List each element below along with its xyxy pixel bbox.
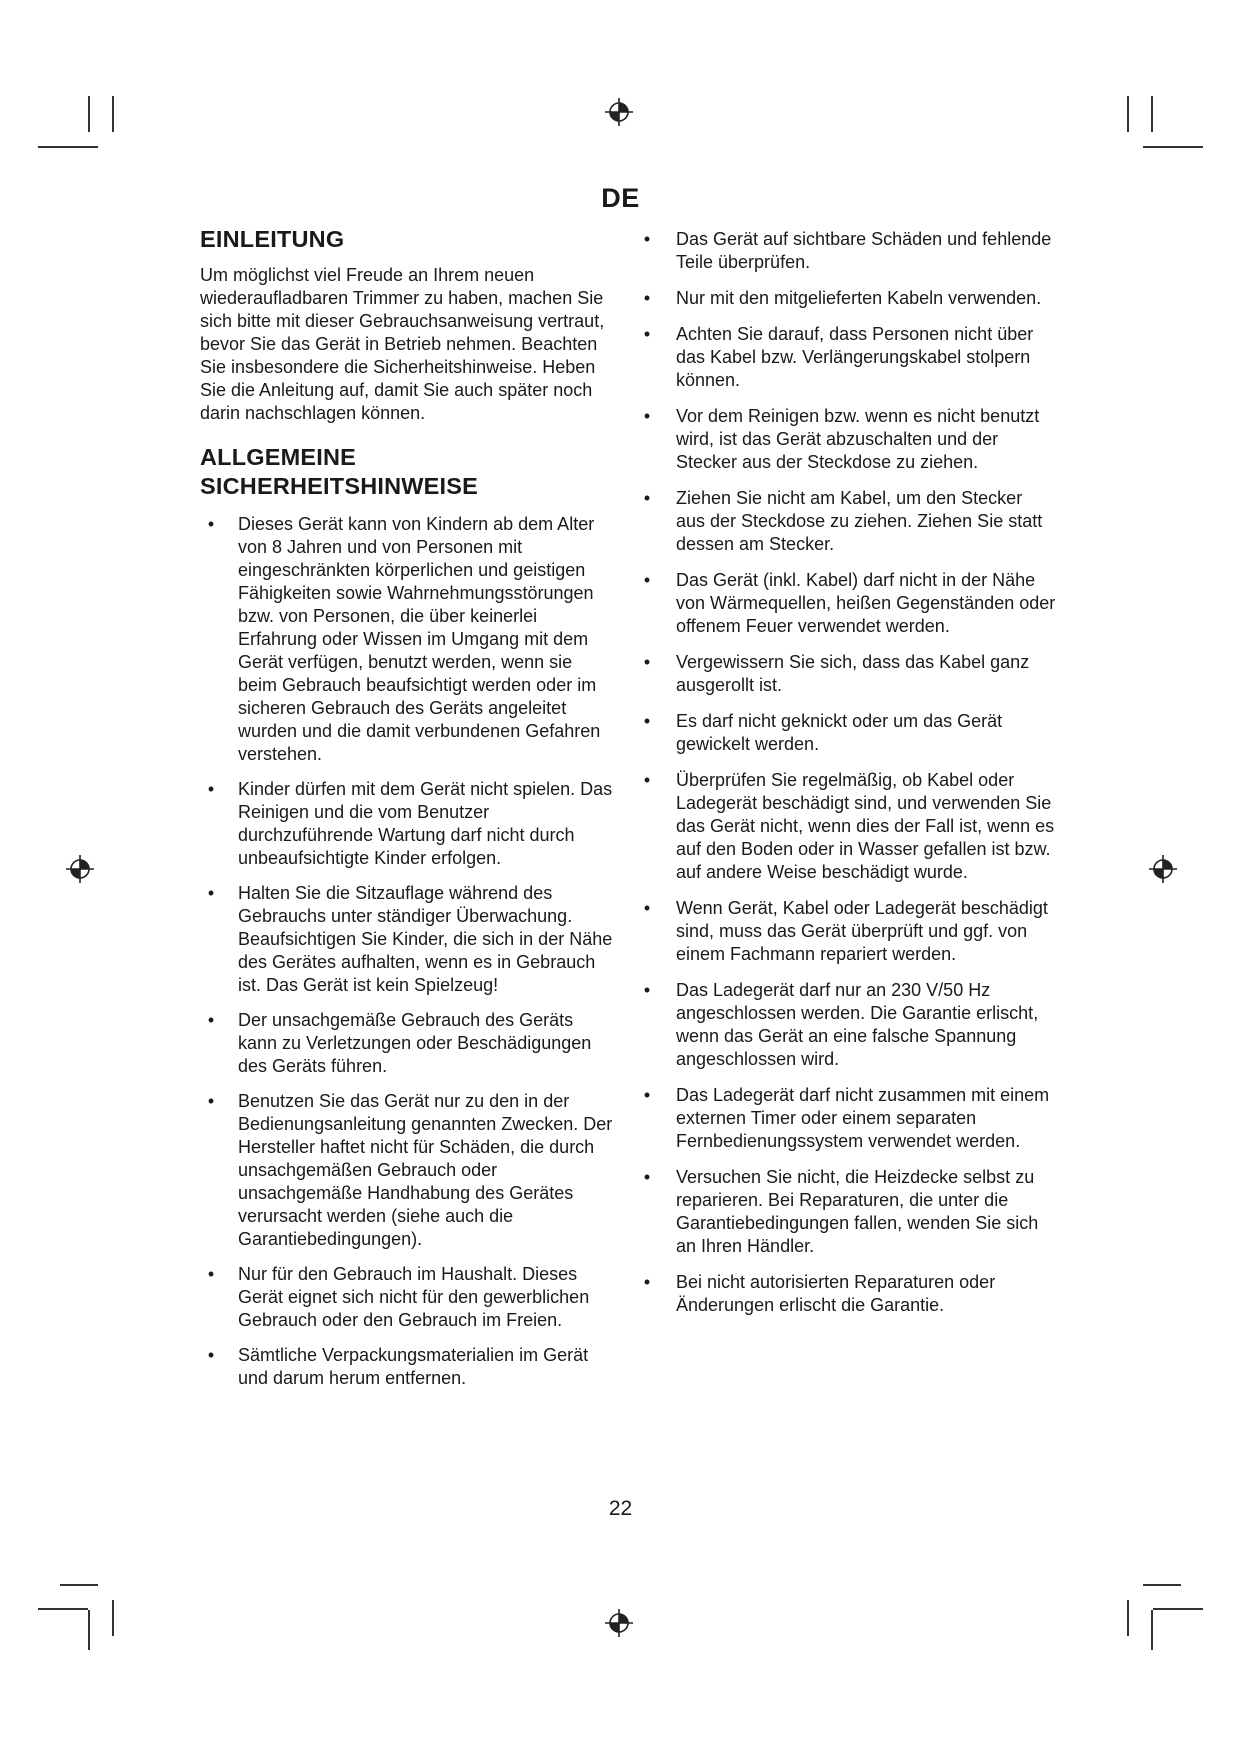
crop-mark-top-right-v2 xyxy=(1151,96,1153,132)
crop-mark-top-right-v1 xyxy=(1127,96,1129,132)
crop-mark-top-left-v2 xyxy=(112,96,114,132)
page-number: 22 xyxy=(608,1497,633,1520)
list-item: • Kinder dürfen mit dem Gerät nicht spielen. Das Reinigen und die vom Benutzer durchzuführende Wartung darf nicht durch unbeaufsichtigte Kinder erfolgen. xyxy=(200,778,613,870)
list-item: • Halten Sie die Sitzauflage während des Gebrauchs unter ständiger Überwachung. Beaufsichtigen Sie Kinder, die sich in der Nähe des Gerätes aufhalten, wenn es in Gebrauch ist. Das Gerät ist kein Spielzeug! xyxy=(200,882,613,997)
crop-mark-top-left-v1 xyxy=(88,96,90,132)
list-item: • Das Gerät (inkl. Kabel) darf nicht in der Nähe von Wärmequellen, heißen Gegenständen oder offenem Feuer verwendet werden. xyxy=(636,569,1056,638)
list-item: • Achten Sie darauf, dass Personen nicht über das Kabel bzw. Verlängerungskabel stolpern können. xyxy=(636,323,1056,392)
left-column xyxy=(200,225,613,1402)
crop-mark-bottom-right-h1 xyxy=(1143,1584,1181,1586)
list-item: • Ziehen Sie nicht am Kabel, um den Stecker aus der Steckdose zu ziehen. Ziehen Sie statt dessen am Stecker. xyxy=(636,487,1056,556)
crop-mark-bottom-left-h1 xyxy=(60,1584,98,1586)
list-item: • Benutzen Sie das Gerät nur zu den in der Bedienungsanleitung genannten Zwecken. Der Hersteller haftet nicht für Schäden, die durch unsachgemäßen Gebrauch oder unsachgemäße Handhabung des Gerätes verursacht werden (siehe auch die Garantiebedingungen). xyxy=(200,1090,613,1251)
list-item: • Bei nicht autorisierten Reparaturen oder Änderungen erlischt die Garantie. xyxy=(636,1271,1056,1317)
registration-mark-left-icon xyxy=(65,854,95,884)
intro-heading: EINLEITUNG xyxy=(200,226,345,252)
list-item: • Sämtliche Verpackungsmaterialien im Gerät und darum herum entfernen. xyxy=(200,1344,613,1390)
crop-mark-bottom-right-v2 xyxy=(1151,1610,1153,1650)
list-item: • Wenn Gerät, Kabel oder Ladegerät beschädigt sind, muss das Gerät überprüft und ggf. von einem Fachmann repariert werden. xyxy=(636,897,1056,966)
crop-mark-top-left-h xyxy=(38,146,98,148)
list-item: • Das Ladegerät darf nur an 230 V/50 Hz angeschlossen werden. Die Garantie erlischt, wenn das Gerät an eine falsche Spannung angeschlossen wird. xyxy=(636,979,1056,1071)
language-code: DE xyxy=(601,183,640,213)
list-item: • Vergewissern Sie sich, dass das Kabel ganz ausgerollt ist. xyxy=(636,651,1056,697)
safety-list-left xyxy=(200,513,613,1390)
list-item: • Der unsachgemäße Gebrauch des Geräts kann zu Verletzungen oder Beschädigungen des Geräts führen. xyxy=(200,1009,613,1078)
list-item: • Nur mit den mitgelieferten Kabeln verwenden. xyxy=(636,287,1056,310)
crop-mark-bottom-right-h2 xyxy=(1153,1608,1203,1610)
safety-list-right xyxy=(636,228,1056,1317)
crop-mark-bottom-left-v2 xyxy=(112,1600,114,1636)
safety-heading: ALLGEMEINE SICHERHEITSHINWEISE xyxy=(200,444,478,499)
list-item: • Überprüfen Sie regelmäßig, ob Kabel oder Ladegerät beschädigt sind, und verwenden Sie das Gerät nicht, wenn dies der Fall ist, wenn es auf den Boden oder in Wasser gefallen ist bzw. auf andere Weise beschädigt wurde. xyxy=(636,769,1056,884)
list-item: • Vor dem Reinigen bzw. wenn es nicht benutzt wird, ist das Gerät abzuschalten und der Stecker aus der Steckdose zu ziehen. xyxy=(636,405,1056,474)
crop-mark-top-right-h xyxy=(1143,146,1203,148)
crop-mark-bottom-left-v1 xyxy=(88,1610,90,1650)
list-item: • Nur für den Gebrauch im Haushalt. Dieses Gerät eignet sich nicht für den gewerblichen Gebrauch oder den Gebrauch im Freien. xyxy=(200,1263,613,1332)
crop-mark-bottom-right-v1 xyxy=(1127,1600,1129,1636)
right-column xyxy=(636,228,1056,1330)
intro-paragraph: Um möglichst viel Freude an Ihrem neuen wiederaufladbaren Trimmer zu haben, machen Sie sich bitte mit dieser Gebrauchsanweisung vertraut, bevor Sie das Gerät in Betrieb nehmen. Beachten Sie insbesondere die Sicherheitshinweise. Heben Sie die Anleitung auf, damit Sie auch später noch darin nachschlagen können. xyxy=(200,265,605,423)
crop-mark-bottom-left-h2 xyxy=(38,1608,88,1610)
registration-mark-right-icon xyxy=(1148,854,1178,884)
registration-mark-bottom-icon xyxy=(604,1608,634,1638)
registration-mark-top-icon xyxy=(604,97,634,127)
list-item: • Es darf nicht geknickt oder um das Gerät gewickelt werden. xyxy=(636,710,1056,756)
list-item: • Dieses Gerät kann von Kindern ab dem Alter von 8 Jahren und von Personen mit eingeschränkten körperlichen und geistigen Fähigkeiten sowie Wahrnehmungsstörungen bzw. von Personen, die über keinerlei Erfahrung oder Wissen im Umgang mit dem Gerät verfügen, benutzt werden, wenn sie beim Gebrauch beaufsichtigt werden oder im sicheren Gebrauch des Geräts angeleitet wurden und die damit verbundenen Gefahren verstehen. xyxy=(200,513,613,766)
list-item: • Versuchen Sie nicht, die Heizdecke selbst zu reparieren. Bei Reparaturen, die unter die Garantiebedingungen fallen, wenden Sie sich an Ihren Händler. xyxy=(636,1166,1056,1258)
list-item: • Das Gerät auf sichtbare Schäden und fehlende Teile überprüfen. xyxy=(636,228,1056,274)
list-item: • Das Ladegerät darf nicht zusammen mit einem externen Timer oder einem separaten Fernbedienungssystem verwendet werden. xyxy=(636,1084,1056,1153)
